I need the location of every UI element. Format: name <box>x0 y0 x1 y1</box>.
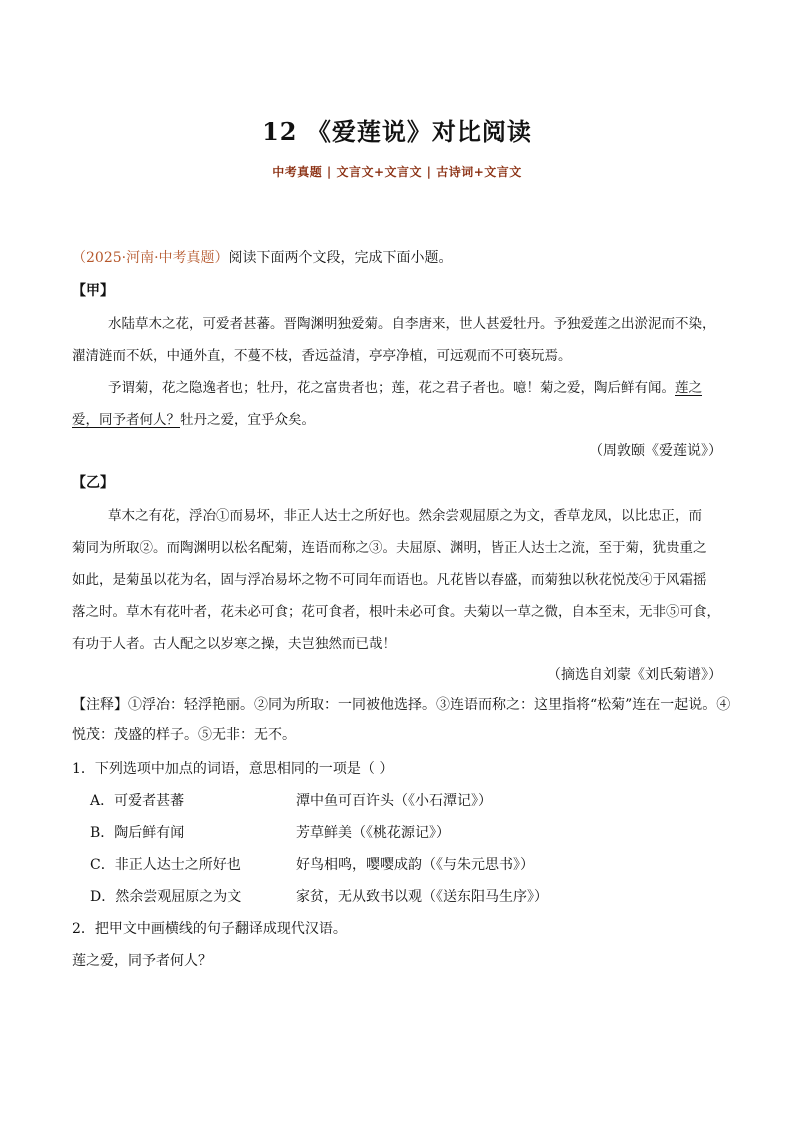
page-title: 12 《爱莲说》对比阅读 <box>262 117 532 146</box>
option-a-left: A．可爱者甚蕃 <box>90 793 185 809</box>
underlined-sentence-part-2: 爱，同予者何人？ <box>72 412 180 428</box>
section-label-jia: 【甲】 <box>72 283 114 299</box>
section-label-yi: 【乙】 <box>72 475 114 491</box>
intro-line <box>72 247 722 267</box>
option-a-right: 潭中鱼可百许头（《小石潭记》） <box>296 793 492 809</box>
page-subtitle: 中考真题 | 文言文+文言文 | 古诗词+文言文 <box>272 165 522 179</box>
yi-line-5: 有功于人者。古人配之以岁寒之操，夫岂独然而已哉！ <box>72 636 396 652</box>
option-c-right: 好鸟相鸣，嘤嘤成韵（《与朱元思书》） <box>296 857 534 873</box>
jia-attribution: （周敦颐《爱莲说》） <box>589 443 722 459</box>
yi-line-4: 落之时。草木有花叶者，花未必可食；花可食者，根叶未必可食。夫菊以一草之微，自本至末，无非⑤可食， <box>72 604 720 620</box>
question-2-sentence: 莲之爱，同予者何人？ <box>72 953 212 969</box>
option-b-left: B．陶后鲜有闻 <box>90 825 185 841</box>
underlined-sentence-part-1: 莲之 <box>675 380 702 396</box>
yi-line-1: 草木之有花，浮冶①而易坏，非正人达士之所好也。然余尝观屈原之为文，香草龙凤，以比忠正，而 <box>108 508 702 524</box>
intro-text: 阅读下面两个文段，完成下面小题。 <box>228 250 453 266</box>
option-c-left: C．非正人达士之所好也 <box>90 857 241 873</box>
question-1-stem: 1．下列选项中加点的词语，意思相同的一项是（ ） <box>72 761 394 777</box>
question-2-stem: 2．把甲文中画横线的句子翻译成现代汉语。 <box>72 921 347 937</box>
option-b-right: 芳草鲜美（《桃花源记》） <box>296 825 450 841</box>
option-d-right: 家贫，无从致书以观（《送东阳马生序》） <box>296 889 548 905</box>
jia-line-3-text: 予谓菊，花之隐逸者也；牡丹，花之富贵者也；莲，花之君子者也。噫！菊之爱，陶后鲜有闻。 <box>108 380 675 396</box>
jia-line-4 <box>72 408 722 428</box>
yi-attribution: （摘选自刘蒙《刘氏菊谱》） <box>547 667 722 683</box>
jia-line-2: 濯清涟而不妖，中通外直，不蔓不枝，香远益清，亭亭净植，可远观而不可亵玩焉。 <box>72 348 572 364</box>
yi-line-3: 如此，是菊虽以花为名，固与浮冶易坏之物不可同年而语也。凡花皆以春盛，而菊独以秋花悦茂④于风霜摇 <box>72 572 707 588</box>
notes-line-1: 【注释】①浮冶：轻浮艳丽。②同为所取：一同被他选择。③连语而称之：这里指将“松菊”连在一起说。④ <box>72 697 731 713</box>
option-d-left: D．然余尝观屈原之为文 <box>90 889 242 905</box>
question-source: （2025·河南·中考真题） <box>72 250 229 266</box>
jia-line-3 <box>108 376 722 396</box>
yi-line-2: 菊同为所取②。而陶渊明以松名配菊，连语而称之③。夫屈原、渊明，皆正人达士之流，至于菊，犹贵重之 <box>72 540 707 556</box>
jia-line-1: 水陆草木之花，可爱者甚蕃。晋陶渊明独爱菊。自李唐来，世人甚爱牡丹。予独爱莲之出淤泥而不染， <box>108 316 716 332</box>
jia-line-4-text: 牡丹之爱，宜乎众矣。 <box>180 412 315 428</box>
notes-line-2: 悦茂：茂盛的样子。⑤无非：无不。 <box>72 727 296 743</box>
